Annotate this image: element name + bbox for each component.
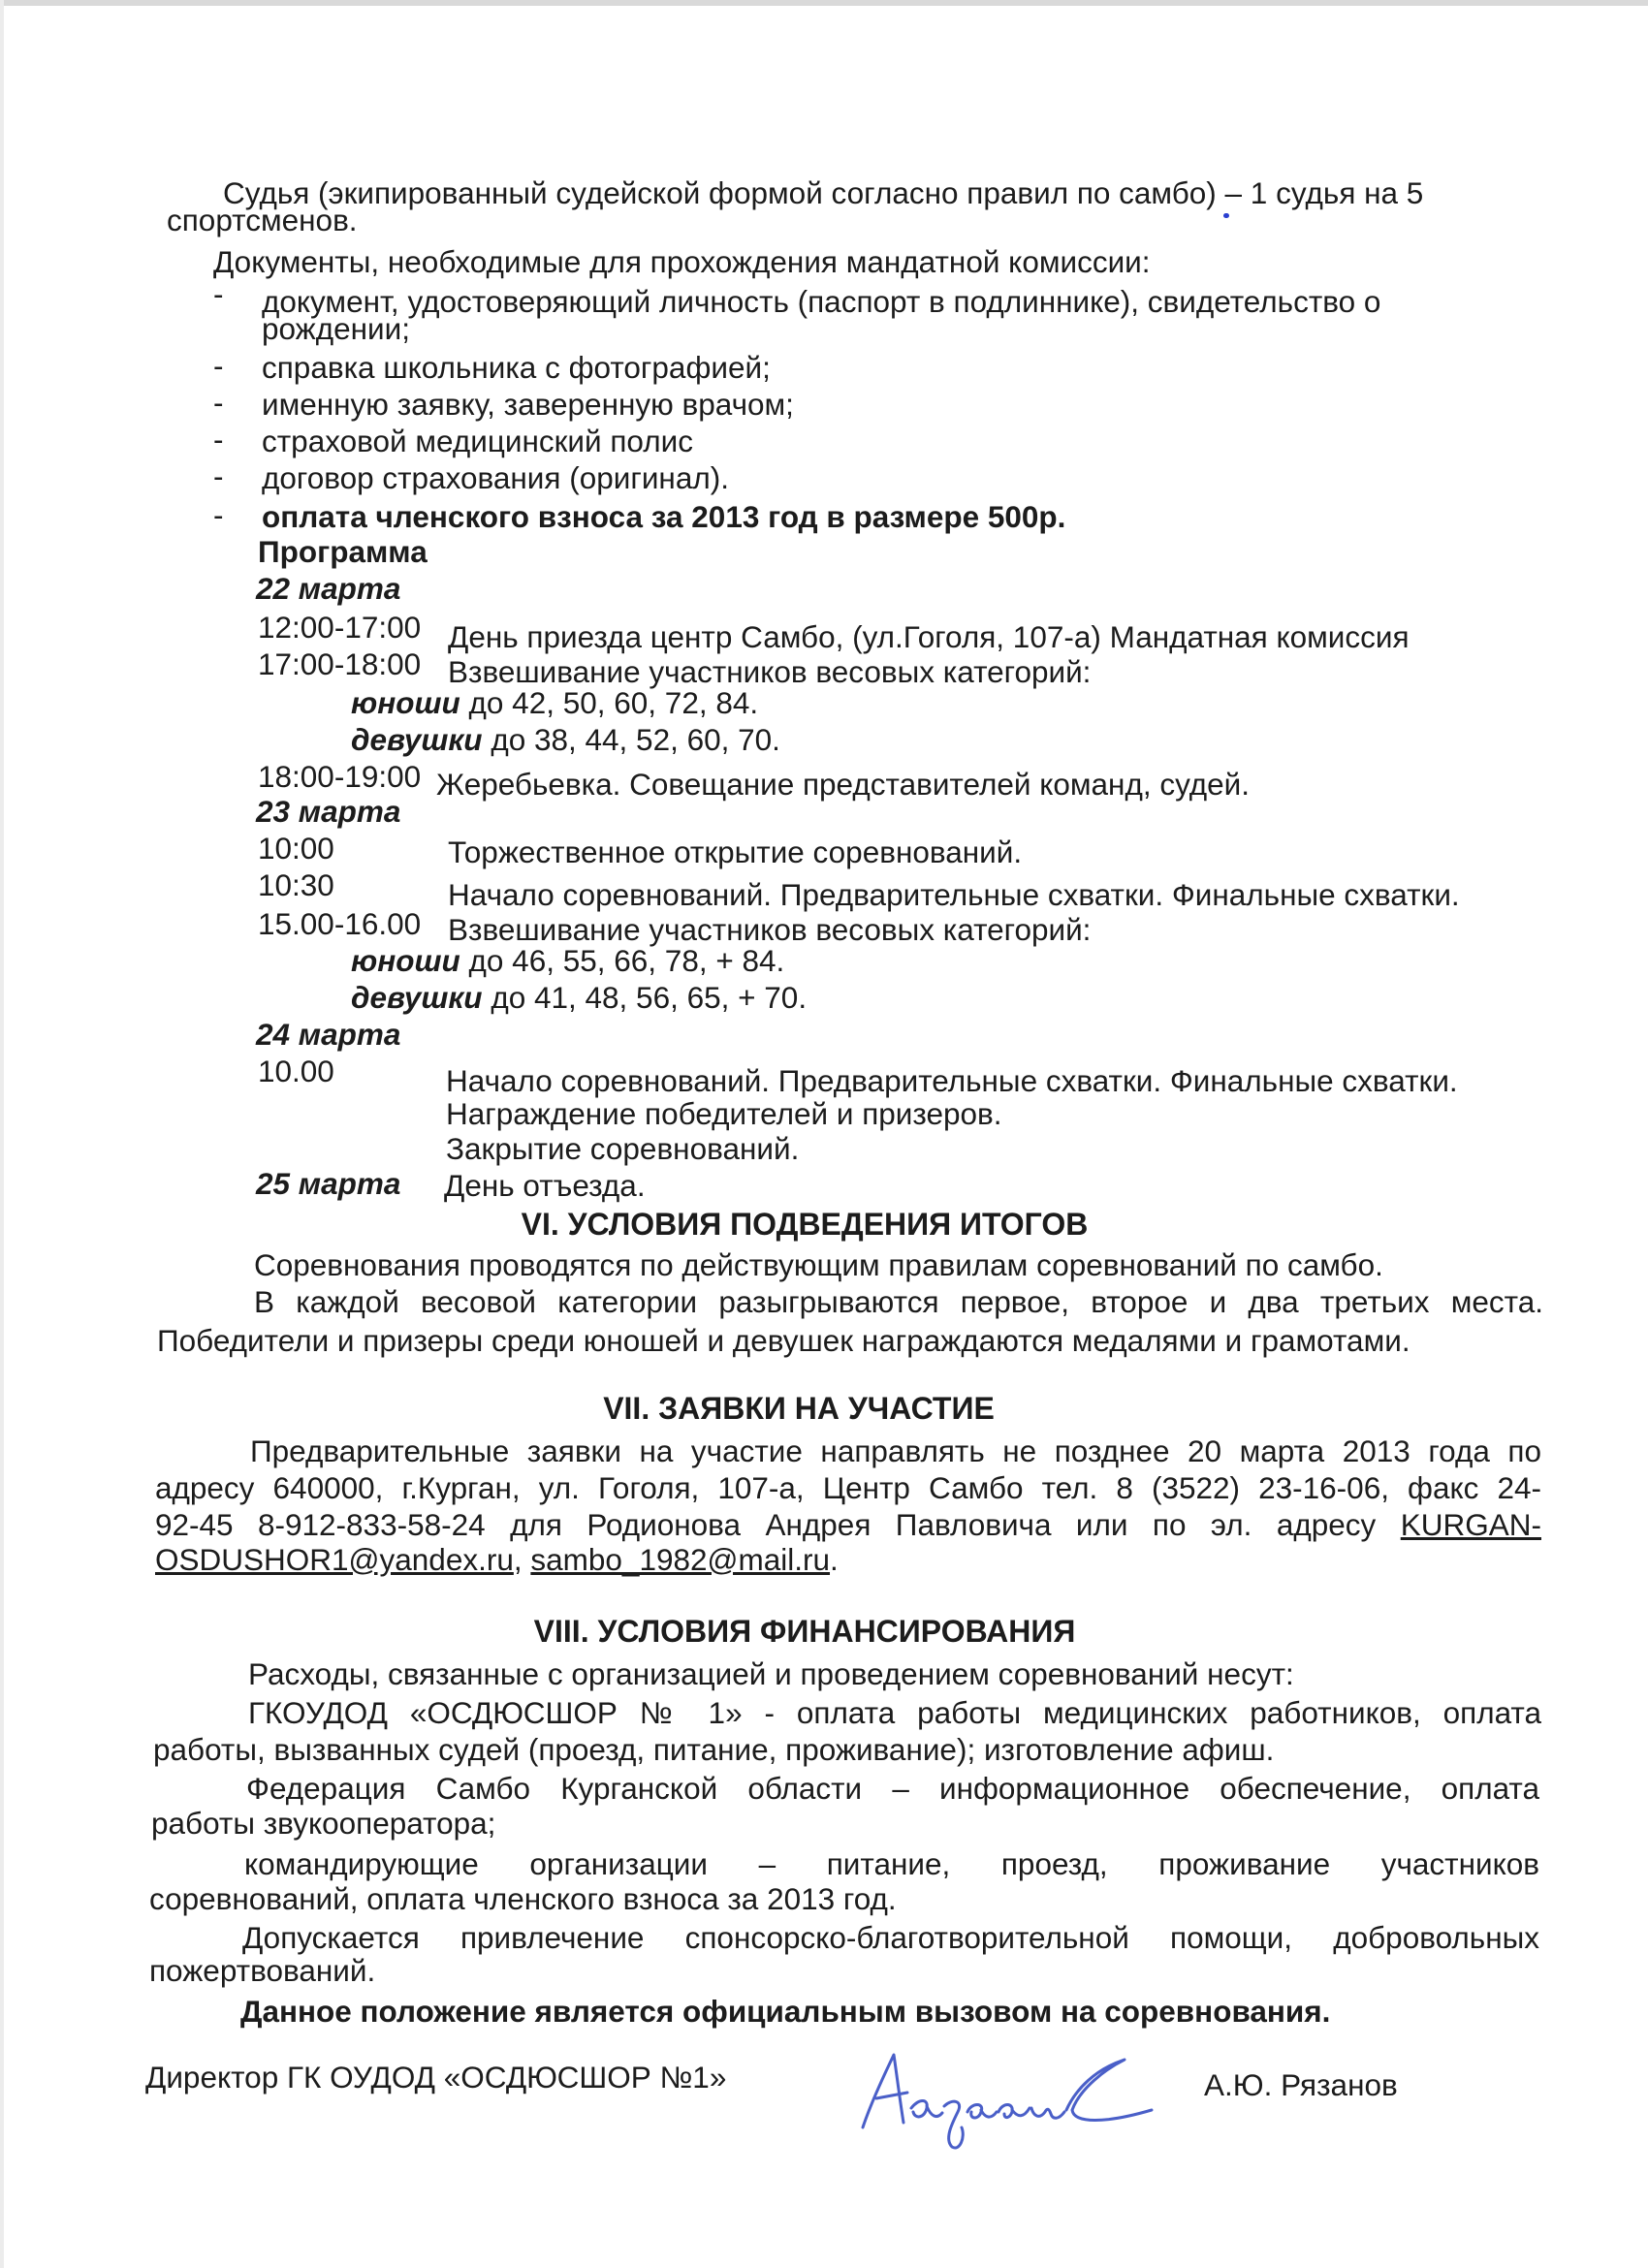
email-link-1-cont[interactable]: OSDUSHOR1@yandex.ru	[155, 1542, 514, 1577]
section-6-line-1: Соревнования проводятся по действующим правилам соревнований по самбо.	[254, 1247, 1383, 1282]
section-7-line-4	[155, 1541, 839, 1578]
date-23-march: 23 марта	[256, 794, 401, 829]
boys-categories-22	[351, 684, 758, 721]
time-22-2: 17:00-18:00	[258, 646, 422, 681]
email-end: .	[830, 1542, 839, 1577]
time-23-1: 10:00	[258, 831, 334, 866]
official-call-statement: Данное положение является официальным вызовом на соревнования.	[240, 1994, 1331, 2029]
scan-edge-top	[0, 0, 1648, 6]
event-23-2: Начало соревнований. Предварительные схватки. Финальные схватки.	[448, 877, 1460, 912]
section-8-title: VIII. УСЛОВИЯ ФИНАНСИРОВАНИЯ	[533, 1614, 1076, 1649]
event-24-2: Награждение победителей и призеров.	[446, 1096, 1002, 1131]
time-23-2: 10:30	[258, 867, 334, 902]
list-dash: -	[213, 385, 224, 420]
event-22-1: День приезда центр Самбо, (ул.Гоголя, 107-а) Мандатная комиссия	[448, 619, 1410, 654]
section-7-line-3	[155, 1506, 1541, 1543]
list-dash: -	[213, 458, 224, 493]
boys-weights: до 46, 55, 66, 78, + 84.	[468, 943, 785, 978]
section-8-line-2: ГКОУДОД «ОСДЮСШОР № 1» - оплата работы медицинских работников, оплата	[248, 1695, 1541, 1730]
list-dash: -	[213, 276, 224, 311]
email-separator: ,	[513, 1542, 531, 1577]
event-24-1: Начало соревнований. Предварительные схватки. Финальные схватки.	[446, 1063, 1458, 1098]
event-23-3: Взвешивание участников весовых категорий:	[448, 912, 1092, 947]
list-dash: -	[213, 497, 224, 532]
email-link-1[interactable]: KURGAN-	[1400, 1507, 1541, 1542]
section-8-line-8: Допускается привлечение спонсорско-благотворительной помощи, добровольных	[242, 1920, 1539, 1955]
section-8-line-6: командирующие организации – питание, проезд, проживание участников	[244, 1846, 1539, 1881]
doc-item-4: страховой медицинский полис	[262, 424, 693, 458]
doc-item-1-line-2: рождении;	[262, 311, 410, 346]
email-link-2[interactable]: sambo_1982@mail.ru	[530, 1542, 831, 1577]
program-title: Программа	[258, 534, 428, 569]
section-8-line-1: Расходы, связанные с организацией и проведением соревнований несут:	[248, 1656, 1294, 1691]
doc-item-2: справка школьника с фотографией;	[262, 350, 771, 385]
director-position: Директор ГК ОУДОД «ОСДЮСШОР №1»	[145, 2060, 727, 2095]
ink-dot	[1223, 213, 1229, 218]
section-6-line-3: Победители и призеры среди юношей и девушек награждаются медалями и грамотами.	[157, 1323, 1410, 1358]
boys-label: юноши	[351, 943, 460, 978]
girls-label: девушки	[351, 980, 483, 1015]
event-25-1: День отъезда.	[444, 1168, 646, 1203]
director-name: А.Ю. Рязанов	[1204, 2067, 1398, 2102]
time-22-1: 12:00-17:00	[258, 610, 422, 645]
section-8-line-3: работы, вызванных судей (проезд, питание, проживание); изготовление афиш.	[153, 1732, 1275, 1767]
girls-weights: до 41, 48, 56, 65, + 70.	[491, 980, 808, 1015]
girls-categories-23	[351, 979, 807, 1016]
section-8-line-9: пожертвований.	[149, 1953, 376, 1988]
date-24-march: 24 марта	[256, 1017, 401, 1052]
section-7-line-2: адресу 640000, г.Курган, ул. Гоголя, 107-а, Центр Самбо тел. 8 (3522) 23-16-06, факс 24-	[155, 1470, 1541, 1505]
list-dash: -	[213, 422, 224, 457]
section-8-line-4: Федерация Самбо Курганской области – информационное обеспечение, оплата	[246, 1771, 1539, 1806]
time-24-1: 10.00	[258, 1054, 334, 1088]
girls-label: девушки	[351, 722, 483, 757]
doc-item-3: именную заявку, заверенную врачом;	[262, 387, 794, 422]
date-22-march: 22 марта	[256, 571, 401, 606]
doc-item-5: договор страхования (оригинал).	[262, 460, 729, 495]
list-dash: -	[213, 348, 224, 383]
girls-categories-22	[351, 721, 780, 758]
boys-categories-23	[351, 942, 784, 979]
section-7-title: VII. ЗАЯВКИ НА УЧАСТИЕ	[603, 1391, 995, 1426]
section-8-line-5: работы звукооператора;	[151, 1806, 496, 1841]
judge-line-1: Судья (экипированный судейской формой согласно правил по самбо) – 1 судья на 5	[223, 175, 1424, 210]
handwritten-signature	[843, 2031, 1163, 2166]
event-24-3: Закрытие соревнований.	[446, 1131, 800, 1166]
doc-item-1-line-1: документ, удостоверяющий личность (паспорт в подлиннике), свидетельство о	[262, 284, 1381, 319]
boys-label: юноши	[351, 685, 460, 720]
doc-item-6: оплата членского взноса за 2013 год в размере 500р.	[262, 499, 1066, 534]
section-7-line-3-text: 92-45 8-912-833-58-24 для Родионова Андрея Павловича или по эл. адресу	[155, 1507, 1377, 1542]
section-7-line-1: Предварительные заявки на участие направлять не позднее 20 марта 2013 года по	[250, 1433, 1541, 1468]
scan-edge-left	[0, 0, 4, 2268]
event-22-2: Взвешивание участников весовых категорий:	[448, 654, 1092, 689]
date-25-march: 25 марта	[256, 1166, 401, 1201]
section-6-line-2: В каждой весовой категории разыгрываются первое, второе и два третьих места.	[254, 1284, 1543, 1319]
judge-line-2: спортсменов.	[167, 203, 358, 237]
section-6-title: VI. УСЛОВИЯ ПОДВЕДЕНИЯ ИТОГОВ	[521, 1207, 1089, 1242]
time-23-3: 15.00-16.00	[258, 906, 422, 941]
docs-heading: Документы, необходимые для прохождения мандатной комиссии:	[213, 244, 1151, 279]
time-22-3: 18:00-19:00	[258, 759, 422, 794]
boys-weights: до 42, 50, 60, 72, 84.	[468, 685, 759, 720]
section-8-line-7: соревнований, оплата членского взноса за 2013 год.	[149, 1881, 897, 1916]
event-23-1: Торжественное открытие соревнований.	[448, 835, 1023, 869]
event-22-3: Жеребьевка. Совещание представителей команд, судей.	[436, 767, 1251, 802]
girls-weights: до 38, 44, 52, 60, 70.	[491, 722, 780, 757]
